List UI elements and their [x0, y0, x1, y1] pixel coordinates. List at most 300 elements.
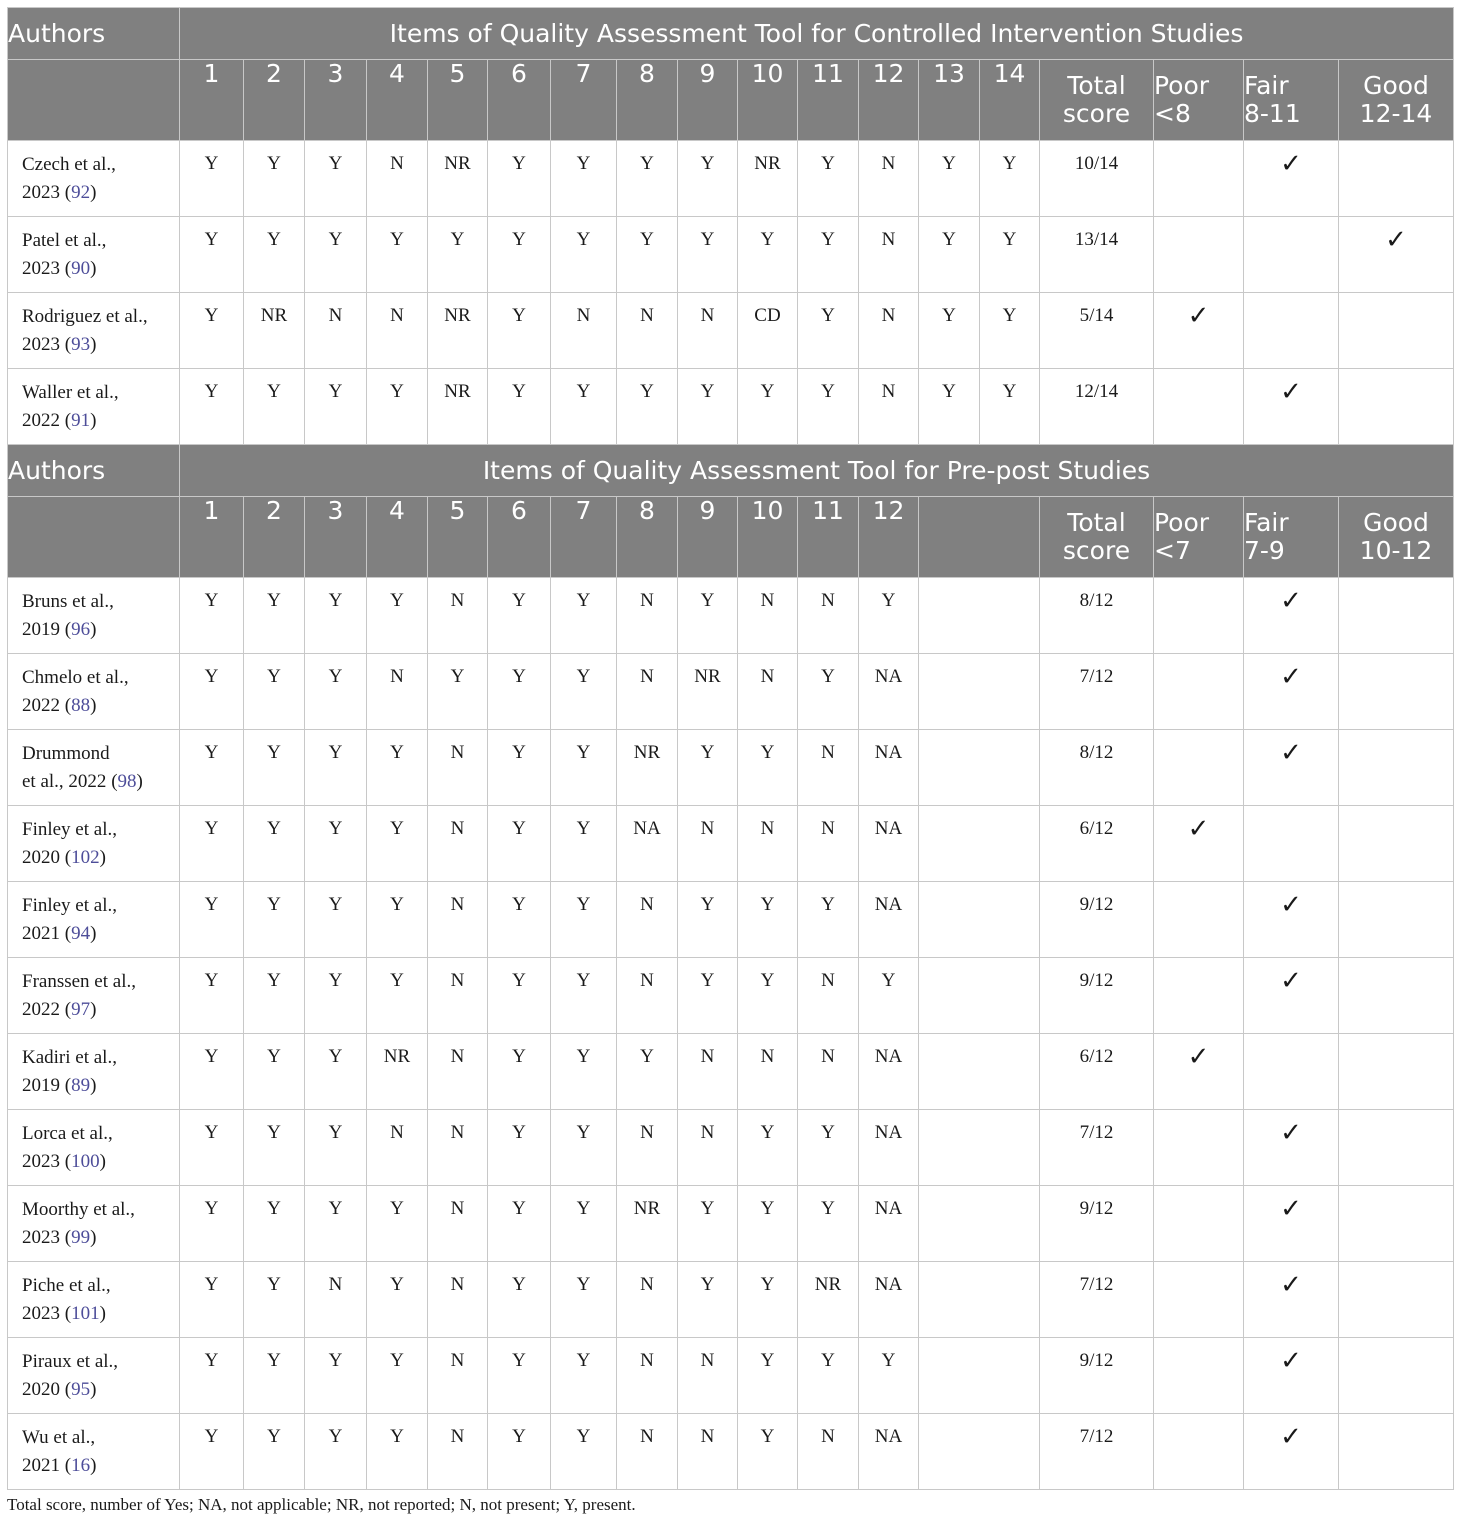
- check-mark-icon: ✓: [1280, 1118, 1302, 1147]
- poor-range: <7: [1154, 536, 1191, 565]
- publication-year: 2023: [22, 1227, 60, 1248]
- section-title: Items of Quality Assessment Tool for Pre-post Studies: [180, 445, 1454, 497]
- item-value-cell: Y: [244, 958, 305, 1034]
- section2-column-header-row: [8, 497, 1454, 578]
- author-citation: Moorthy et al., 2023 (99): [8, 1186, 180, 1262]
- author-citation: Patel et al., 2023 (90): [8, 217, 180, 293]
- author-citation: Finley et al., 2021 (94): [8, 882, 180, 958]
- item-value-cell: Y: [738, 958, 798, 1034]
- item-value-cell: Y: [305, 1034, 367, 1110]
- good-rating-cell: [1339, 1110, 1454, 1186]
- table-row: [8, 293, 1454, 369]
- publication-year: 2020: [22, 1379, 60, 1400]
- total-score-cell: 9/12: [1040, 1338, 1154, 1414]
- item-value-cell: Y: [551, 882, 617, 958]
- item-value-cell: Y: [551, 578, 617, 654]
- reference-link[interactable]: 98: [117, 771, 137, 792]
- total-score-cell: 6/12: [1040, 806, 1154, 882]
- item-value-cell: Y: [738, 1338, 798, 1414]
- item-value-cell: Y: [798, 1110, 859, 1186]
- item-value-cell: N: [428, 730, 488, 806]
- blank-cell: [919, 1262, 1040, 1338]
- item-value-cell: Y: [244, 1414, 305, 1490]
- good-rating-cell: [1339, 1034, 1454, 1110]
- section-title: Items of Quality Assessment Tool for Controlled Intervention Studies: [180, 8, 1454, 60]
- check-mark-icon: ✓: [1385, 225, 1407, 254]
- author-citation: Drummond et al., 2022 (98): [8, 730, 180, 806]
- item-value-cell: Y: [798, 1338, 859, 1414]
- item-number-header: 8: [617, 60, 678, 141]
- author-citation: Chmelo et al., 2022 (88): [8, 654, 180, 730]
- author-citation: Bruns et al., 2019 (96): [8, 578, 180, 654]
- poor-rating-cell: [1154, 958, 1244, 1034]
- reference-link[interactable]: 91: [71, 410, 91, 431]
- check-mark-icon: ✓: [1187, 814, 1210, 843]
- author-name: Piraux et al.,: [22, 1351, 119, 1372]
- good-rating-cell: [1339, 1414, 1454, 1490]
- item-number-header: 12: [859, 497, 919, 578]
- item-value-cell: Y: [305, 958, 367, 1034]
- poor-rating-cell: [1154, 806, 1244, 882]
- item-value-cell: N: [367, 293, 428, 369]
- item-value-cell: N: [617, 1262, 678, 1338]
- poor-rating-cell: [1154, 369, 1244, 445]
- poor-rating-header: [1154, 60, 1244, 141]
- total-score-cell: 7/12: [1040, 1262, 1154, 1338]
- item-number-header: 4: [367, 60, 428, 141]
- item-value-cell: Y: [305, 1338, 367, 1414]
- item-value-cell: Y: [678, 578, 738, 654]
- item-value-cell: Y: [798, 217, 859, 293]
- reference-link[interactable]: 92: [71, 182, 91, 203]
- publication-year: 2023: [22, 1303, 60, 1324]
- item-value-cell: Y: [551, 1110, 617, 1186]
- table-row: [8, 806, 1454, 882]
- fair-rating-cell: [1244, 1262, 1339, 1338]
- good-range: 12-14: [1359, 99, 1433, 128]
- fair-rating-cell: [1244, 1186, 1339, 1262]
- reference-link[interactable]: 94: [71, 923, 91, 944]
- total-score-cell: 5/14: [1040, 293, 1154, 369]
- fair-rating-header: [1244, 60, 1339, 141]
- good-rating-cell: [1339, 1338, 1454, 1414]
- section1-title-row: [8, 8, 1454, 60]
- table-row: [8, 369, 1454, 445]
- item-value-cell: Y: [488, 958, 551, 1034]
- item-number-header: 2: [244, 60, 305, 141]
- item-number-header: 2: [244, 497, 305, 578]
- item-value-cell: N: [678, 1110, 738, 1186]
- item-value-cell: Y: [488, 882, 551, 958]
- good-rating-cell: [1339, 958, 1454, 1034]
- item-value-cell: N: [617, 654, 678, 730]
- fair-range: 7-9: [1244, 536, 1285, 565]
- item-value-cell: N: [428, 1186, 488, 1262]
- blank-cell: [919, 806, 1040, 882]
- item-value-cell: NA: [859, 1262, 919, 1338]
- total-score-cell: 6/12: [1040, 1034, 1154, 1110]
- good-rating-cell: [1339, 806, 1454, 882]
- item-value-cell: Y: [678, 141, 738, 217]
- item-value-cell: Y: [919, 293, 980, 369]
- item-value-cell: Y: [551, 217, 617, 293]
- fair-rating-cell: [1244, 369, 1339, 445]
- poor-rating-cell: [1154, 1414, 1244, 1490]
- reference-link[interactable]: 96: [71, 619, 91, 640]
- item-value-cell: Y: [180, 217, 244, 293]
- authors-blank-header: [8, 60, 180, 141]
- item-value-cell: Y: [305, 882, 367, 958]
- blank-cell: [919, 882, 1040, 958]
- item-value-cell: CD: [738, 293, 798, 369]
- item-value-cell: N: [305, 1262, 367, 1338]
- item-number-header: 7: [551, 497, 617, 578]
- item-value-cell: Y: [180, 654, 244, 730]
- blank-cell: [919, 578, 1040, 654]
- fair-label: Fair: [1244, 71, 1289, 100]
- reference-link[interactable]: 93: [71, 334, 91, 355]
- blank-cell: [919, 958, 1040, 1034]
- item-value-cell: Y: [551, 1186, 617, 1262]
- item-value-cell: Y: [551, 1034, 617, 1110]
- item-value-cell: N: [428, 1034, 488, 1110]
- item-value-cell: Y: [244, 1262, 305, 1338]
- item-value-cell: Y: [244, 806, 305, 882]
- poor-rating-cell: [1154, 141, 1244, 217]
- poor-label: Poor: [1154, 508, 1210, 537]
- author-citation: Wu et al., 2021 (16): [8, 1414, 180, 1490]
- item-value-cell: Y: [488, 578, 551, 654]
- author-name: Wu et al.,: [22, 1427, 96, 1448]
- item-value-cell: Y: [488, 369, 551, 445]
- item-value-cell: NR: [244, 293, 305, 369]
- item-value-cell: NA: [859, 882, 919, 958]
- authors-header: Authors: [8, 445, 180, 497]
- item-value-cell: N: [617, 1414, 678, 1490]
- item-number-header: 4: [367, 497, 428, 578]
- item-value-cell: Y: [678, 958, 738, 1034]
- item-number-header: 13: [919, 60, 980, 141]
- publication-year: 2023: [22, 182, 60, 203]
- check-mark-icon: ✓: [1187, 1042, 1210, 1071]
- item-value-cell: Y: [180, 1338, 244, 1414]
- total-score-cell: 7/12: [1040, 1110, 1154, 1186]
- item-value-cell: Y: [617, 141, 678, 217]
- poor-rating-cell: [1154, 1262, 1244, 1338]
- item-value-cell: Y: [617, 369, 678, 445]
- publication-year: 2019: [22, 619, 60, 640]
- item-number-header: 8: [617, 497, 678, 578]
- reference-link[interactable]: 101: [71, 1303, 100, 1324]
- total-score-header: [1040, 497, 1154, 578]
- author-name: Waller et al.,: [22, 382, 119, 403]
- item-value-cell: Y: [919, 369, 980, 445]
- item-number-header: 11: [798, 497, 859, 578]
- author-name: Rodriguez et al.,: [22, 306, 148, 327]
- item-number-header: 12: [859, 60, 919, 141]
- item-value-cell: NA: [859, 806, 919, 882]
- check-mark-icon: ✓: [1280, 149, 1302, 178]
- reference-link[interactable]: 16: [71, 1455, 91, 1476]
- item-value-cell: N: [678, 1034, 738, 1110]
- item-value-cell: Y: [617, 1034, 678, 1110]
- item-value-cell: Y: [488, 1262, 551, 1338]
- item-value-cell: Y: [244, 369, 305, 445]
- item-value-cell: Y: [244, 882, 305, 958]
- fair-rating-cell: [1244, 654, 1339, 730]
- good-label: Good: [1363, 71, 1429, 100]
- total-label-line2: score: [1062, 99, 1131, 128]
- item-value-cell: Y: [798, 141, 859, 217]
- table-row: [8, 217, 1454, 293]
- item-value-cell: Y: [980, 141, 1040, 217]
- item-value-cell: Y: [180, 369, 244, 445]
- good-rating-cell: [1339, 882, 1454, 958]
- poor-rating-cell: [1154, 217, 1244, 293]
- fair-rating-header: [1244, 497, 1339, 578]
- item-value-cell: Y: [738, 1186, 798, 1262]
- table-row: [8, 141, 1454, 217]
- good-rating-cell: [1339, 1262, 1454, 1338]
- item-value-cell: Y: [305, 369, 367, 445]
- good-rating-cell: [1339, 369, 1454, 445]
- check-mark-icon: ✓: [1280, 1422, 1302, 1451]
- publication-year: 2020: [22, 847, 60, 868]
- fair-rating-cell: [1244, 1110, 1339, 1186]
- item-value-cell: N: [738, 578, 798, 654]
- author-name: Franssen et al.,: [22, 971, 136, 992]
- item-value-cell: Y: [305, 578, 367, 654]
- table-row: [8, 1110, 1454, 1186]
- total-score-cell: 8/12: [1040, 730, 1154, 806]
- item-value-cell: Y: [305, 141, 367, 217]
- item-value-cell: Y: [738, 730, 798, 806]
- fair-rating-cell: [1244, 217, 1339, 293]
- item-value-cell: Y: [180, 141, 244, 217]
- item-value-cell: Y: [244, 1034, 305, 1110]
- item-value-cell: N: [798, 578, 859, 654]
- item-value-cell: NA: [859, 1110, 919, 1186]
- good-range: 10-12: [1359, 536, 1433, 565]
- poor-rating-cell: [1154, 1186, 1244, 1262]
- item-value-cell: Y: [678, 1262, 738, 1338]
- blank-cell: [919, 1110, 1040, 1186]
- good-rating-header: [1339, 497, 1454, 578]
- reference-link[interactable]: 95: [71, 1379, 91, 1400]
- total-score-cell: 13/14: [1040, 217, 1154, 293]
- item-value-cell: Y: [488, 1338, 551, 1414]
- item-number-header: 9: [678, 60, 738, 141]
- item-value-cell: NR: [798, 1262, 859, 1338]
- total-score-header: [1040, 60, 1154, 141]
- good-rating-cell: [1339, 293, 1454, 369]
- reference-link[interactable]: 90: [71, 258, 91, 279]
- poor-label: Poor: [1154, 71, 1210, 100]
- item-number-header: 3: [305, 497, 367, 578]
- item-value-cell: Y: [678, 369, 738, 445]
- poor-rating-cell: [1154, 293, 1244, 369]
- good-rating-cell: [1339, 141, 1454, 217]
- item-value-cell: N: [738, 806, 798, 882]
- author-name: Finley et al.,: [22, 895, 117, 916]
- item-value-cell: Y: [180, 578, 244, 654]
- item-value-cell: N: [617, 882, 678, 958]
- fair-rating-cell: [1244, 958, 1339, 1034]
- item-value-cell: Y: [488, 1414, 551, 1490]
- item-value-cell: Y: [244, 1186, 305, 1262]
- item-value-cell: Y: [798, 1186, 859, 1262]
- poor-rating-cell: [1154, 1034, 1244, 1110]
- item-value-cell: Y: [678, 1186, 738, 1262]
- item-value-cell: N: [367, 654, 428, 730]
- table-row: [8, 578, 1454, 654]
- item-value-cell: N: [428, 578, 488, 654]
- item-number-header: 6: [488, 497, 551, 578]
- item-value-cell: N: [428, 1338, 488, 1414]
- table-row: [8, 1034, 1454, 1110]
- item-value-cell: Y: [738, 882, 798, 958]
- poor-range: <8: [1154, 99, 1191, 128]
- item-value-cell: N: [678, 1414, 738, 1490]
- item-value-cell: N: [617, 958, 678, 1034]
- total-score-cell: 7/12: [1040, 654, 1154, 730]
- item-value-cell: Y: [305, 1110, 367, 1186]
- reference-link[interactable]: 89: [71, 1075, 91, 1096]
- item-value-cell: Y: [919, 217, 980, 293]
- item-value-cell: NA: [617, 806, 678, 882]
- item-value-cell: Y: [738, 1110, 798, 1186]
- item-value-cell: N: [738, 1034, 798, 1110]
- item-value-cell: Y: [428, 654, 488, 730]
- item-value-cell: Y: [488, 141, 551, 217]
- item-value-cell: Y: [305, 806, 367, 882]
- blank-cell: [919, 1186, 1040, 1262]
- item-value-cell: Y: [244, 578, 305, 654]
- item-number-header: 5: [428, 497, 488, 578]
- item-value-cell: Y: [551, 958, 617, 1034]
- poor-rating-cell: [1154, 578, 1244, 654]
- item-value-cell: N: [617, 1110, 678, 1186]
- item-number-header: 10: [738, 60, 798, 141]
- item-number-header: 9: [678, 497, 738, 578]
- item-value-cell: Y: [428, 217, 488, 293]
- item-value-cell: Y: [244, 654, 305, 730]
- item-value-cell: Y: [488, 1110, 551, 1186]
- author-citation: Waller et al., 2022 (91): [8, 369, 180, 445]
- item-value-cell: N: [678, 293, 738, 369]
- blank-cell: [919, 1338, 1040, 1414]
- item-value-cell: Y: [367, 1338, 428, 1414]
- item-value-cell: Y: [180, 730, 244, 806]
- fair-range: 8-11: [1244, 99, 1301, 128]
- blank-cell: [919, 1414, 1040, 1490]
- author-citation: Piche et al., 2023 (101): [8, 1262, 180, 1338]
- check-mark-icon: ✓: [1280, 890, 1302, 919]
- poor-rating-cell: [1154, 1338, 1244, 1414]
- item-value-cell: Y: [180, 1110, 244, 1186]
- item-value-cell: N: [798, 1034, 859, 1110]
- item-value-cell: Y: [367, 578, 428, 654]
- author-citation: Franssen et al., 2022 (97): [8, 958, 180, 1034]
- table-row: [8, 654, 1454, 730]
- item-value-cell: NR: [678, 654, 738, 730]
- item-value-cell: Y: [180, 806, 244, 882]
- item-value-cell: Y: [488, 654, 551, 730]
- author-name: Bruns et al.,: [22, 591, 114, 612]
- item-value-cell: Y: [244, 217, 305, 293]
- item-value-cell: Y: [551, 730, 617, 806]
- item-value-cell: Y: [859, 958, 919, 1034]
- item-value-cell: Y: [798, 369, 859, 445]
- item-value-cell: N: [428, 1414, 488, 1490]
- blank-header: [919, 497, 1040, 578]
- item-value-cell: Y: [859, 578, 919, 654]
- check-mark-icon: ✓: [1280, 586, 1302, 615]
- author-name: Finley et al.,: [22, 819, 117, 840]
- item-value-cell: N: [859, 369, 919, 445]
- good-label: Good: [1363, 508, 1429, 537]
- item-value-cell: NA: [859, 654, 919, 730]
- reference-link[interactable]: 88: [71, 695, 91, 716]
- total-label-line1: Total: [1067, 508, 1126, 537]
- item-value-cell: NR: [428, 141, 488, 217]
- table-row: [8, 1414, 1454, 1490]
- authors-header: Authors: [8, 8, 180, 60]
- item-value-cell: Y: [617, 217, 678, 293]
- item-value-cell: Y: [367, 1186, 428, 1262]
- total-score-cell: 10/14: [1040, 141, 1154, 217]
- author-name: Piche et al.,: [22, 1275, 111, 1296]
- item-value-cell: Y: [367, 1262, 428, 1338]
- item-value-cell: Y: [488, 217, 551, 293]
- reference-link[interactable]: 100: [71, 1151, 100, 1172]
- author-name: Chmelo et al.,: [22, 667, 129, 688]
- item-value-cell: NR: [428, 369, 488, 445]
- item-value-cell: N: [798, 1414, 859, 1490]
- author-citation: Finley et al., 2020 (102): [8, 806, 180, 882]
- reference-link[interactable]: 99: [71, 1227, 91, 1248]
- fair-rating-cell: [1244, 293, 1339, 369]
- item-value-cell: Y: [551, 654, 617, 730]
- poor-rating-cell: [1154, 882, 1244, 958]
- author-citation: Lorca et al., 2023 (100): [8, 1110, 180, 1186]
- item-number-header: 5: [428, 60, 488, 141]
- item-value-cell: Y: [919, 141, 980, 217]
- blank-cell: [919, 1034, 1040, 1110]
- item-value-cell: N: [428, 958, 488, 1034]
- publication-year: 2021: [22, 923, 60, 944]
- item-value-cell: Y: [305, 1414, 367, 1490]
- blank-cell: [919, 654, 1040, 730]
- fair-rating-cell: [1244, 578, 1339, 654]
- item-value-cell: N: [617, 1338, 678, 1414]
- check-mark-icon: ✓: [1187, 301, 1210, 330]
- item-value-cell: N: [678, 1338, 738, 1414]
- item-value-cell: N: [859, 141, 919, 217]
- item-value-cell: Y: [551, 1414, 617, 1490]
- item-value-cell: Y: [305, 730, 367, 806]
- reference-link[interactable]: 97: [71, 999, 91, 1020]
- author-name: Kadiri et al.,: [22, 1047, 117, 1068]
- item-value-cell: N: [428, 882, 488, 958]
- item-value-cell: Y: [180, 1414, 244, 1490]
- reference-link[interactable]: 102: [71, 847, 100, 868]
- item-value-cell: N: [367, 141, 428, 217]
- item-value-cell: Y: [488, 730, 551, 806]
- item-value-cell: Y: [367, 217, 428, 293]
- item-value-cell: NR: [617, 730, 678, 806]
- item-value-cell: Y: [244, 141, 305, 217]
